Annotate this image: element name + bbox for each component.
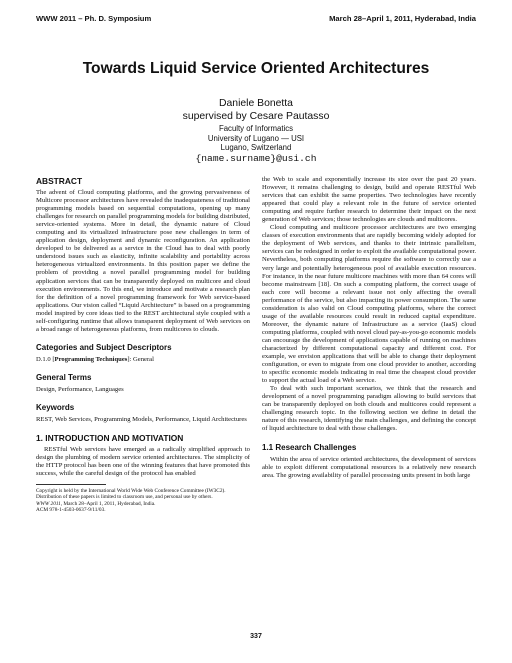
acm-id: ACM 978-1-4503-0637-9/11/03. <box>36 507 106 514</box>
affiliation-block <box>0 124 512 164</box>
running-header <box>36 14 476 23</box>
author-name: Daniele Bonetta <box>219 98 293 109</box>
intro-section <box>36 433 250 478</box>
category-subject: ]: General <box>127 355 154 363</box>
left-column <box>36 176 250 513</box>
body-paragraph-1: the Web to scale and exponentially increase its size over the past 20 years. However, it remains challenging to design, build and operate RESTful Web services that can exhibit the same properties. Two technologies have recently appeared that could play a relevant role in the future of service oriented computing and require further research to determine their impact on the next generation of Web services; those technologies are clouds and multicores. <box>262 176 476 224</box>
header-conference: WWW 2011 – Ph. D. Symposium <box>36 14 152 23</box>
keywords-text: REST, Web Services, Programming Models, Performance, Liquid Architectures <box>36 415 247 423</box>
intro-text: RESTful Web services have emerged as a radically simplified approach to design the plumbing of modern service oriented architectures. The simplicity of the HTTP protocol has been one of the winning features that have promoted this success, while the careful design of the protocol has enabled <box>36 445 250 478</box>
affiliation-university: University of Lugano — USI <box>207 133 305 143</box>
supervisor-line: supervised by Cesare Pautasso <box>182 110 330 122</box>
abstract-text: The advent of Cloud computing platforms, and the growing pervasiveness of Multicore processor architectures have revealed the inadequateness of traditional programming models based on sequential computations, opening up many challenges for research on parallel programming models for building distributed, service-oriented systems. More in detail, the dynamic nature of Cloud computing and its virtualized infrastructure pose new challenges in term of application design, deployment and dynamic reconfiguration. An application developed to be delivered as a service in the Cloud has to deal with poorly understood issues such as elasticity, infinite scalability and portability across heterogeneous virtualized environments. In this position paper we define the problem of providing a novel parallel programming model for building application services that can be transparently deployed on multicore and cloud execution environments. To this end, we introduce and motivate a research plan for the definition of a novel programming framework for Web service-based applications. Our vision called “Liquid Architecture” is based on a programming model inspired by core ideas tied to the REST architectural style coupled with a self-configuring runtime that allows transparent deployment of Web services on a broad range of heterogeneous platforms, from multicores to clouds. <box>36 189 250 333</box>
copyright-text: Copyright is held by the International World Wide Web Conference Committee (IW3C2). Distribution of these papers is limited to classroom use, and personal use by others. <box>36 488 226 501</box>
footnote-rule <box>36 484 106 485</box>
author-email: {name.surname}@usi.ch <box>195 152 317 164</box>
affiliation-city: Lugano, Switzerland <box>220 143 292 153</box>
venue-name: WWW 2011 <box>36 500 61 507</box>
abstract-heading: ABSTRACT <box>36 176 83 186</box>
paper-title: Towards Liquid Service Oriented Architectures <box>82 60 430 77</box>
header-date: March 28–April 1, 2011, Hyderabad, India <box>329 14 476 23</box>
right-column <box>262 176 476 480</box>
body-paragraph-3: To deal with such important scenarios, we think that the research and development of a novel programming paradigm allowing to build services that can be transparently deployed on both clouds and multicores could represent a challenging research topic. In the following section we define in detail the nature of this research, identifying the main challenges, and defining the concept of liquid architecture to deal with those challenges. <box>262 385 476 433</box>
research-challenges-heading: 1.1 Research Challenges <box>262 442 357 452</box>
general-terms-heading: General Terms <box>36 372 92 382</box>
general-terms-text: Design, Performance, Languages <box>36 385 124 393</box>
category-code: D.1.0 [ <box>36 355 55 363</box>
general-terms-section <box>36 373 250 394</box>
keywords-heading: Keywords <box>36 402 75 412</box>
body-paragraph-2: Cloud computing and multicore processor architectures are two emerging classes of execution environments that are rapidly becoming widely adopted for the deployment of Web services, and thanks to their intrinsic parallelism, services can be redesigned in order to exploit the available computational power. Nevertheless, both computing platforms require the software to correctly use a very large and potentially heterogeneous pool of available execution resources. For instance, in the near future multicore machines with more than 64 cores will become mainstream [18]. On such a computing platform, the correct usage of each core will become a relevant issue not only affecting the overall performance of the service, but also impacting its power consumption. The same consideration is also valid on Cloud computing platforms, where the correct usage of the available resources could result in reduced capital expenditure. Moreover, the dynamic nature of Infrastructure as a service (IaaS) cloud computing platforms, coupled with novel cloud pay-as-you-go economic models can encourage the development of applications capable of running on machines characterized by different computational capacity and different cost. For example, we envision applications that will be able to change their deployment configuration, or even to migrate from one cloud provider to another, according to specific economic models indicating in real time the cheapest cloud provider to support the actual load of a Web service. <box>262 224 476 385</box>
author-block <box>0 98 512 123</box>
category-name: Programming Techniques <box>54 355 128 363</box>
intro-heading: 1. INTRODUCTION AND MOTIVATION <box>36 432 184 443</box>
categories-heading: Categories and Subject Descriptors <box>36 342 172 352</box>
categories-section <box>36 343 250 364</box>
copyright-footnote <box>36 488 250 513</box>
abstract-section <box>36 176 250 334</box>
keywords-section <box>36 403 250 424</box>
body-paragraph-4: Within the area of service oriented architectures, the development of services able to exploit different computational resources is a relatively new research area. The growing availability of parallel processing units present in both large <box>262 455 476 479</box>
affiliation-dept: Faculty of Informatics <box>218 124 294 133</box>
categories-text <box>36 356 250 364</box>
page-number: 337 <box>250 633 262 640</box>
venue-details: , March 28–April 1, 2011, Hyderabad, India. <box>60 500 156 507</box>
